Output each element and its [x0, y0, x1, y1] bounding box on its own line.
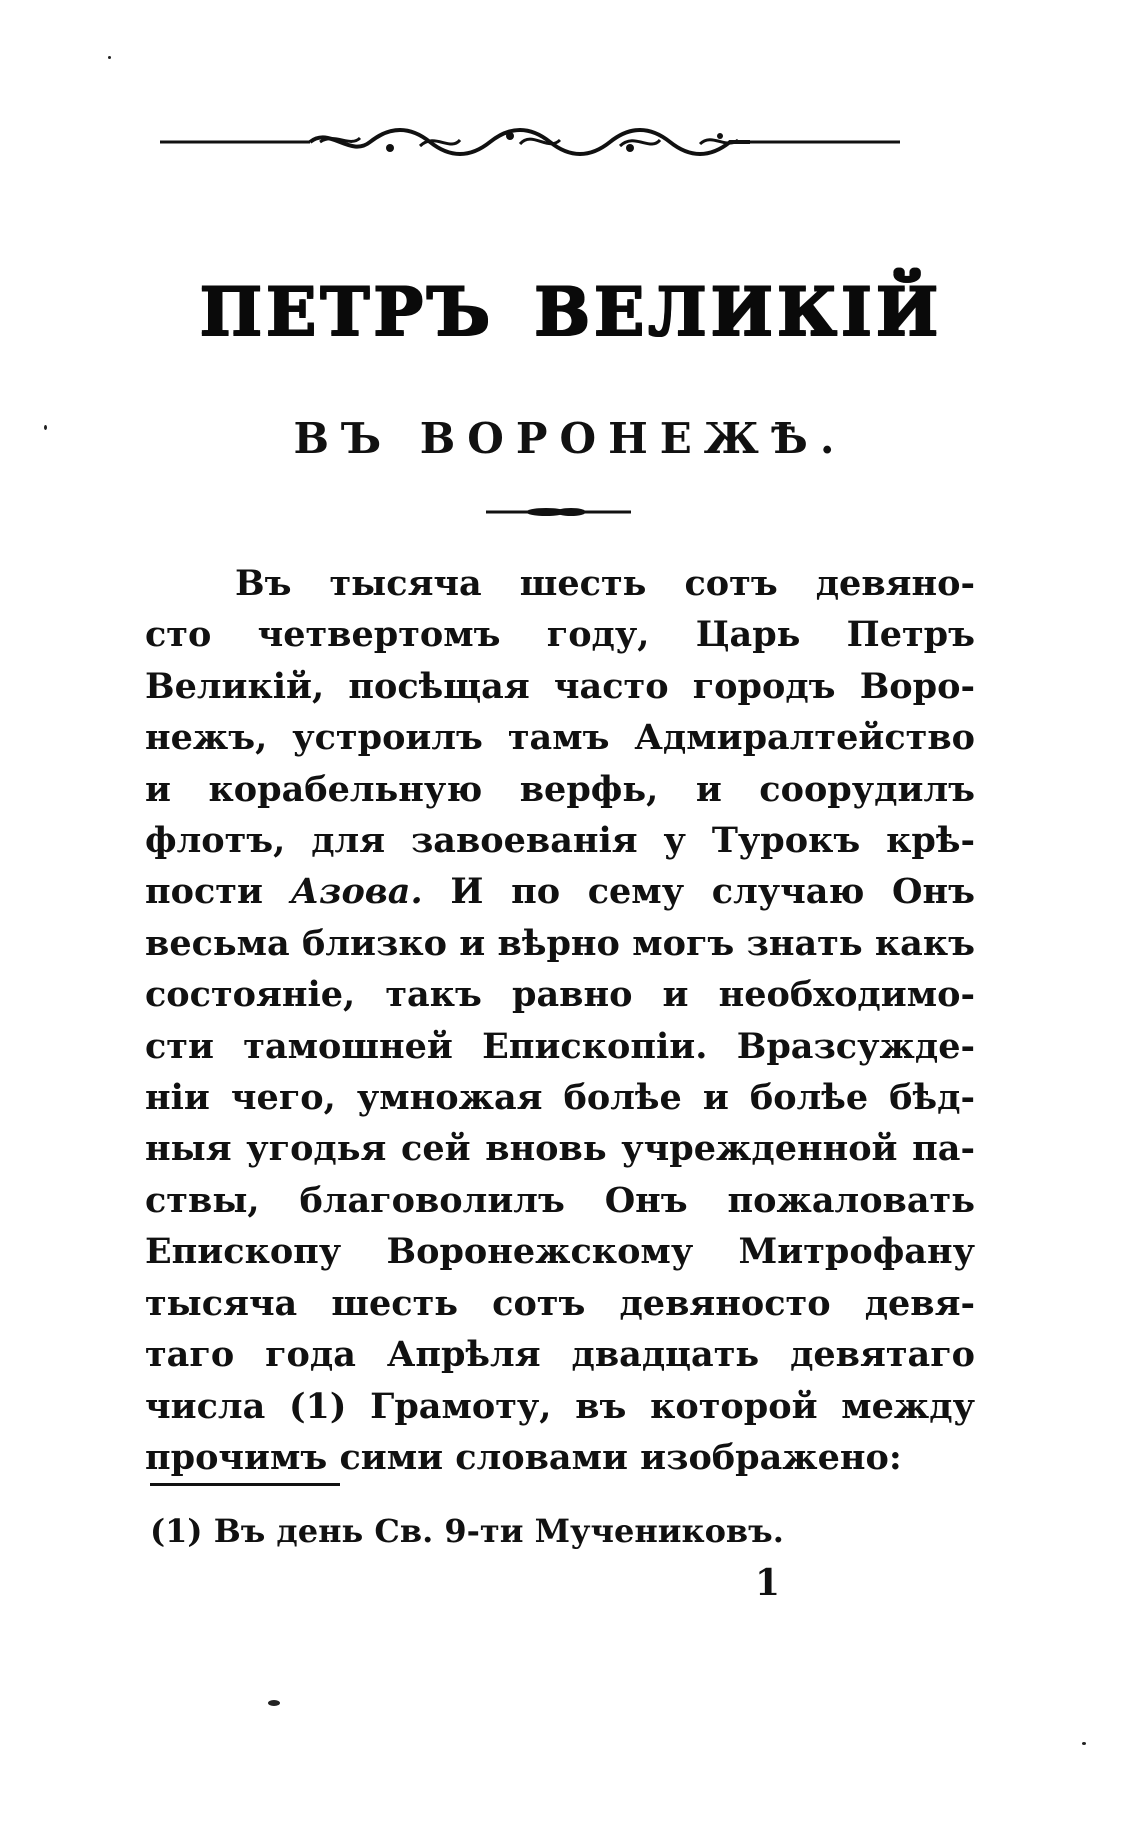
page-subtitle: ВЪ ВОРОНЕЖѢ. — [293, 414, 847, 463]
text-line: Епископу Воронежскому Митрофану — [145, 1231, 975, 1273]
text-fragment: И по сему случаю Онъ — [450, 871, 976, 913]
ink-speck — [44, 425, 47, 430]
dash-ornament — [486, 506, 631, 518]
ink-speck — [108, 56, 111, 59]
body-paragraph — [145, 558, 975, 1483]
text-line: нежъ, устроилъ тамъ Адмиралтейство — [145, 717, 975, 759]
text-line: ныя угодья сей вновь учрежденной па- — [145, 1128, 975, 1170]
footnote: (1) Въ день Св. 9-ти Мучениковъ. — [150, 1512, 784, 1550]
text-line — [145, 866, 975, 917]
ornamental-rule — [160, 118, 900, 168]
text-line: весьма близко и вѣрно могъ знать какъ — [145, 922, 975, 964]
page-number: 1 — [755, 1562, 781, 1604]
text-line: таго года Апрѣля двадцать девятаго — [145, 1334, 975, 1376]
ink-speck — [268, 1700, 280, 1706]
text-line: числа (1) Грамоту, въ которой между — [145, 1385, 975, 1427]
text-line: тысяча шесть сотъ девяносто девя- — [145, 1282, 975, 1324]
ink-speck — [1082, 1742, 1086, 1745]
title-word-1: ПЕТРЪ — [198, 272, 494, 350]
italic-place-name: Азова. — [290, 871, 423, 913]
text-line: и корабельную верфь, и соорудилъ — [145, 768, 975, 810]
text-line: ствы, благоволилъ Онъ пожаловать — [145, 1179, 975, 1221]
text-line: Въ тысяча шесть сотъ девяно- — [235, 563, 975, 604]
page-title — [0, 272, 1140, 350]
text-fragment: пости — [145, 871, 263, 913]
text-line: сто четвертомъ году, Царь Петръ — [145, 614, 975, 656]
footnote-rule — [150, 1483, 340, 1486]
text-line: ніи чего, умножая болѣе и болѣе бѣд- — [145, 1077, 975, 1119]
text-line: Великій, посѣщая часто городъ Воро- — [145, 665, 975, 707]
text-line: состояніе, такъ равно и необходимо- — [145, 974, 975, 1016]
text-line: прочимъ сими словами изображено: — [145, 1436, 902, 1478]
title-word-2: ВЕЛИКІЙ — [533, 272, 942, 350]
text-line: сти тамошней Епископіи. Вразсужде- — [145, 1025, 975, 1067]
text-line: флотъ, для завоеванія у Турокъ крѣ- — [145, 820, 975, 862]
